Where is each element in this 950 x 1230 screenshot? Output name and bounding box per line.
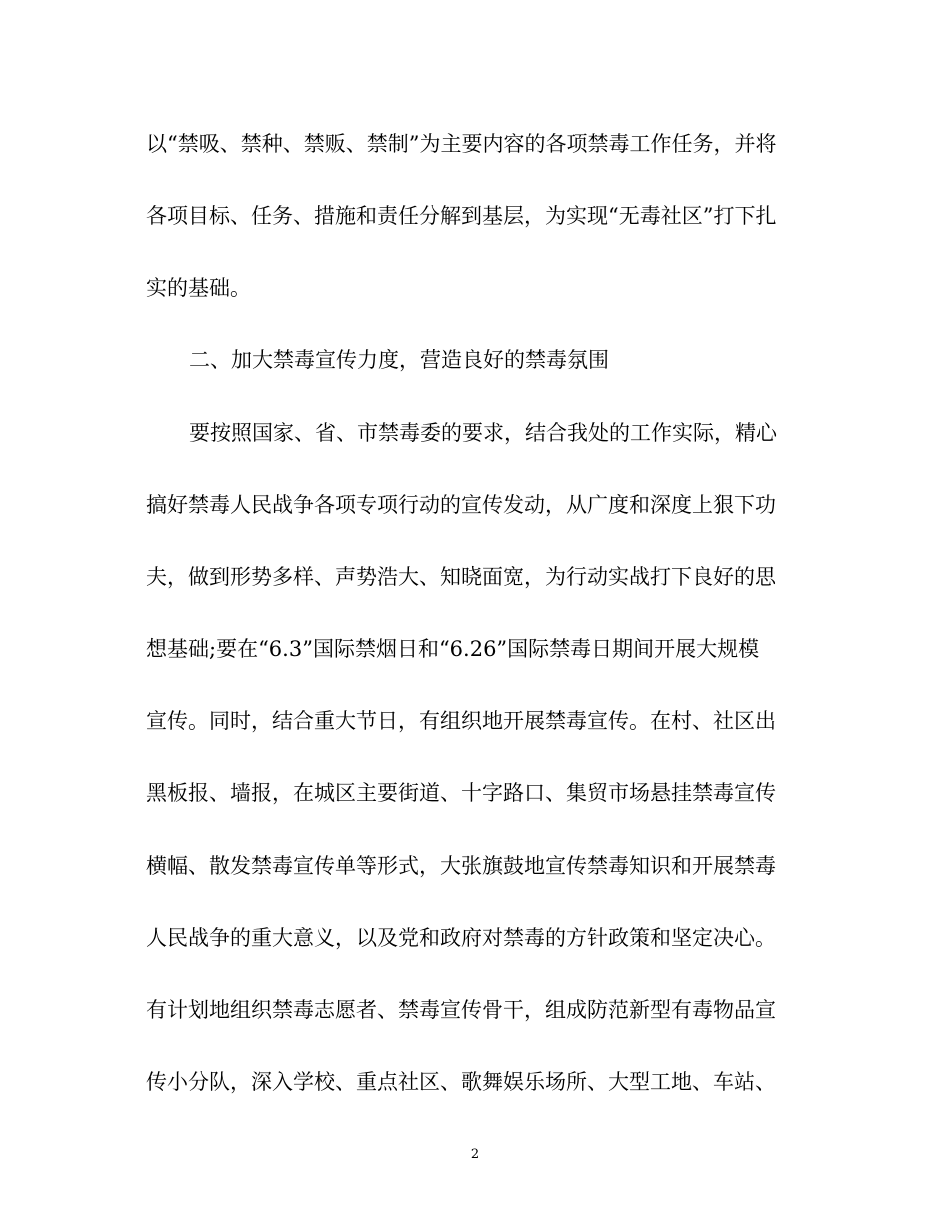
section-heading: 二、加大禁毒宣传力度，营造良好的禁毒氛围 (189, 348, 609, 372)
body-text-line-1: 以“禁吸、禁种、禁贩、禁制”为主要内容的各项禁毒工作任务，并将 (146, 132, 777, 156)
body-text-line-11: 横幅、散发禁毒宣传单等形式，大张旗鼓地宣传禁毒知识和开展禁毒 (146, 854, 776, 878)
body-text-line-14: 传小分队，深入学校、重点社区、歌舞娱乐场所、大型工地、车站、 (146, 1070, 776, 1094)
body-text-line-2: 各项目标、任务、措施和责任分解到基层，为实现“无毒社区”打下扎 (146, 204, 777, 228)
body-text-line-9: 宣传。同时，结合重大节日，有组织地开展禁毒宣传。在村、社区出 (146, 709, 776, 733)
body-text-line-8: 想基础;要在“6.3”国际禁烟日和“6.26”国际禁毒日期间开展大规模 (146, 637, 760, 661)
body-text-line-10: 黑板报、墙报，在城区主要街道、十字路口、集贸市场悬挂禁毒宣传 (146, 781, 776, 805)
body-text-line-7: 夫，做到形势多样、声势浩大、知晓面宽，为行动实战打下良好的思 (146, 565, 776, 589)
page-number: 2 (470, 1147, 480, 1162)
body-text-line-3: 实的基础。 (146, 276, 251, 300)
body-text-line-12: 人民战争的重大意义，以及党和政府对禁毒的方针政策和坚定决心。 (146, 926, 776, 950)
body-text-line-5: 要按照国家、省、市禁毒委的要求，结合我处的工作实际，精心 (189, 421, 777, 445)
body-text-line-6: 搞好禁毒人民战争各项专项行动的宣传发动，从广度和深度上狠下功 (146, 493, 776, 517)
body-text-line-13: 有计划地组织禁毒志愿者、禁毒宣传骨干，组成防范新型有毒物品宣 (146, 998, 776, 1022)
